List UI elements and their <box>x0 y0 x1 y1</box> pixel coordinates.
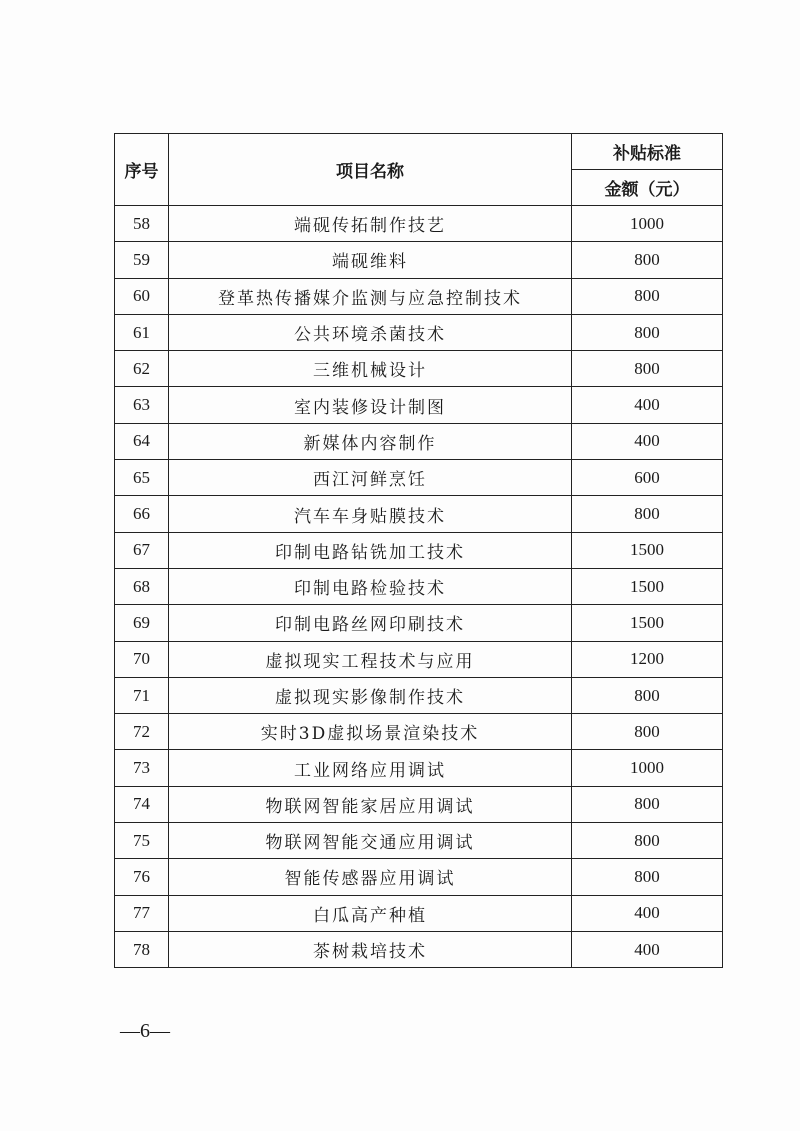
cell-amount: 400 <box>572 387 723 423</box>
table-row <box>115 823 723 859</box>
table-row <box>115 278 723 314</box>
cell-amount: 400 <box>572 931 723 967</box>
cell-project-name: 新媒体内容制作 <box>169 423 572 459</box>
cell-project-name: 物联网智能交通应用调试 <box>169 823 572 859</box>
cell-amount: 800 <box>572 859 723 895</box>
table-row <box>115 351 723 387</box>
table-body <box>115 206 723 968</box>
cell-project-name: 智能传感器应用调试 <box>169 859 572 895</box>
cell-project-name: 虚拟现实工程技术与应用 <box>169 641 572 677</box>
cell-amount: 800 <box>572 351 723 387</box>
header-amount-yuan: 金额（元） <box>572 170 723 206</box>
cell-project-name: 室内装修设计制图 <box>169 387 572 423</box>
cell-project-name: 工业网络应用调试 <box>169 750 572 786</box>
cell-amount: 400 <box>572 423 723 459</box>
subsidy-table <box>114 133 723 968</box>
cell-amount: 1200 <box>572 641 723 677</box>
table-row <box>115 605 723 641</box>
cell-project-name: 虚拟现实影像制作技术 <box>169 677 572 713</box>
cell-serial-number: 78 <box>115 931 169 967</box>
header-serial-number: 序号 <box>115 134 169 206</box>
cell-amount: 800 <box>572 786 723 822</box>
table-row <box>115 242 723 278</box>
cell-amount: 1000 <box>572 206 723 242</box>
cell-serial-number: 65 <box>115 460 169 496</box>
cell-amount: 800 <box>572 677 723 713</box>
cell-project-name: 印制电路钻铣加工技术 <box>169 532 572 568</box>
cell-amount: 1000 <box>572 750 723 786</box>
table-row <box>115 532 723 568</box>
cell-project-name: 三维机械设计 <box>169 351 572 387</box>
table-row <box>115 931 723 967</box>
cell-serial-number: 62 <box>115 351 169 387</box>
cell-project-name: 茶树栽培技术 <box>169 931 572 967</box>
cell-serial-number: 67 <box>115 532 169 568</box>
table-row <box>115 496 723 532</box>
table-row <box>115 568 723 604</box>
table-row <box>115 895 723 931</box>
cell-amount: 1500 <box>572 605 723 641</box>
cell-serial-number: 72 <box>115 714 169 750</box>
cell-project-name: 登革热传播媒介监测与应急控制技术 <box>169 278 572 314</box>
cell-amount: 400 <box>572 895 723 931</box>
cell-serial-number: 70 <box>115 641 169 677</box>
header-subsidy-standard: 补贴标准 <box>572 134 723 170</box>
cell-serial-number: 58 <box>115 206 169 242</box>
cell-amount: 800 <box>572 314 723 350</box>
cell-project-name: 端砚传拓制作技艺 <box>169 206 572 242</box>
table-row <box>115 641 723 677</box>
cell-amount: 600 <box>572 460 723 496</box>
cell-serial-number: 77 <box>115 895 169 931</box>
cell-amount: 800 <box>572 823 723 859</box>
cell-serial-number: 71 <box>115 677 169 713</box>
table-row <box>115 387 723 423</box>
cell-project-name: 汽车车身贴膜技术 <box>169 496 572 532</box>
table-row <box>115 460 723 496</box>
cell-project-name: 端砚维料 <box>169 242 572 278</box>
cell-serial-number: 61 <box>115 314 169 350</box>
cell-serial-number: 75 <box>115 823 169 859</box>
cell-serial-number: 64 <box>115 423 169 459</box>
cell-amount: 800 <box>572 242 723 278</box>
cell-serial-number: 59 <box>115 242 169 278</box>
cell-serial-number: 74 <box>115 786 169 822</box>
table-row <box>115 423 723 459</box>
cell-amount: 800 <box>572 278 723 314</box>
cell-amount: 1500 <box>572 532 723 568</box>
table-row <box>115 786 723 822</box>
cell-serial-number: 73 <box>115 750 169 786</box>
header-project-name: 项目名称 <box>169 134 572 206</box>
cell-project-name: 白瓜高产种植 <box>169 895 572 931</box>
table-row <box>115 714 723 750</box>
cell-project-name: 印制电路丝网印刷技术 <box>169 605 572 641</box>
cell-serial-number: 63 <box>115 387 169 423</box>
page-number: —6— <box>120 1020 170 1042</box>
table-row <box>115 750 723 786</box>
cell-serial-number: 66 <box>115 496 169 532</box>
cell-project-name: 西江河鲜烹饪 <box>169 460 572 496</box>
cell-project-name: 物联网智能家居应用调试 <box>169 786 572 822</box>
cell-project-name: 公共环境杀菌技术 <box>169 314 572 350</box>
cell-serial-number: 68 <box>115 568 169 604</box>
cell-serial-number: 76 <box>115 859 169 895</box>
table-row <box>115 859 723 895</box>
cell-amount: 800 <box>572 496 723 532</box>
cell-amount: 1500 <box>572 568 723 604</box>
cell-amount: 800 <box>572 714 723 750</box>
table-header <box>115 134 723 206</box>
cell-project-name: 印制电路检验技术 <box>169 568 572 604</box>
cell-project-name: 实时3D虚拟场景渲染技术 <box>169 714 572 750</box>
table-row <box>115 206 723 242</box>
table-row <box>115 314 723 350</box>
cell-serial-number: 60 <box>115 278 169 314</box>
table-row <box>115 677 723 713</box>
cell-serial-number: 69 <box>115 605 169 641</box>
